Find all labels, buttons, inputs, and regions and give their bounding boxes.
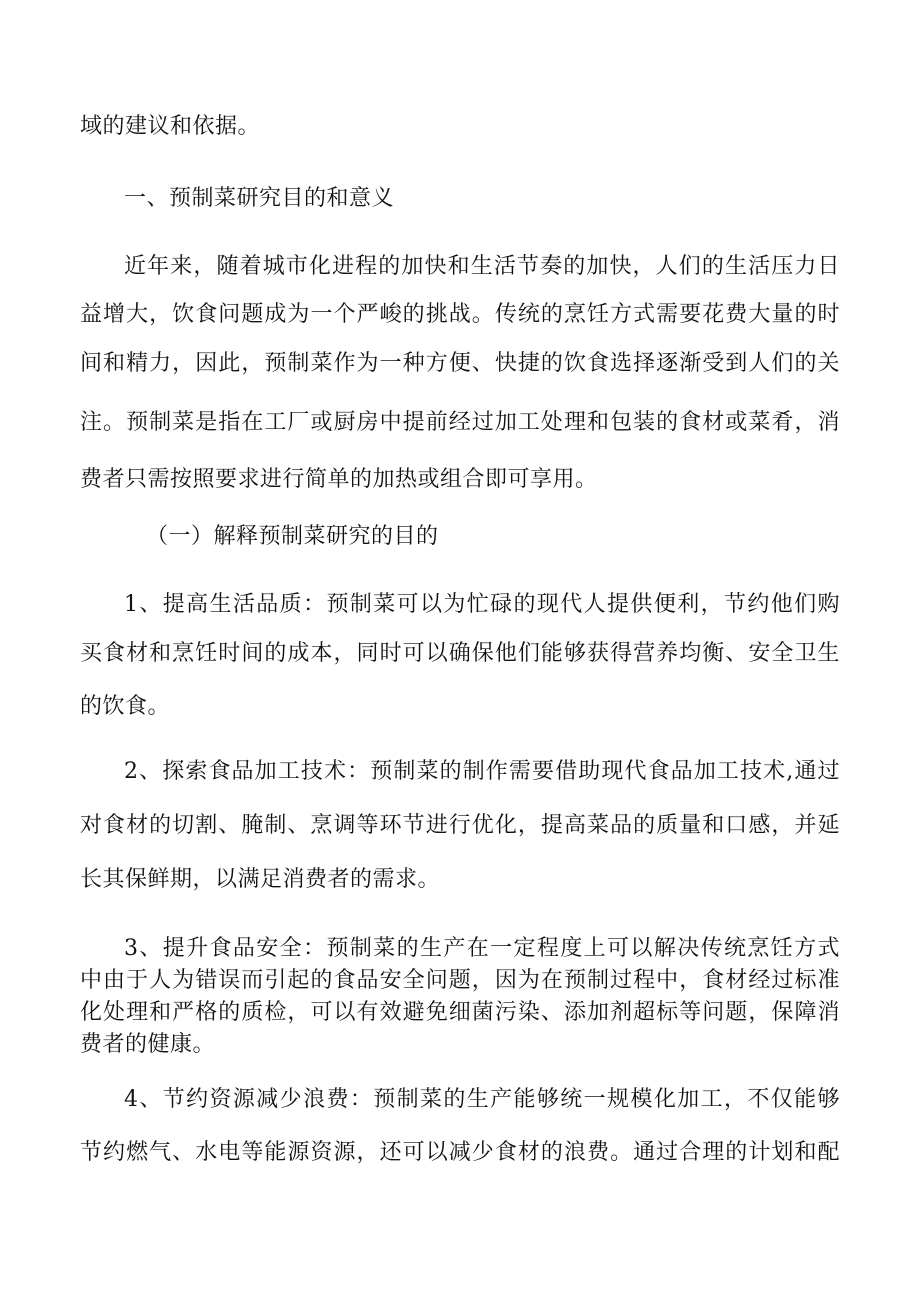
paragraph-line: 的饮食。 bbox=[80, 694, 171, 719]
paragraph-line: 买食材和烹饪时间的成本，同时可以确保他们能够获得营养均衡、安全卫生 bbox=[80, 641, 840, 666]
paragraph-line: 费者的健康。 bbox=[80, 1032, 216, 1057]
paragraph-line: 4、节约资源减少浪费：预制菜的生产能够统一规模化加工，不仅能够 bbox=[124, 1087, 840, 1112]
paragraph-line: 2、探索食品加工技术：预制菜的制作需要借助现代食品加工技术,通过 bbox=[124, 759, 840, 784]
paragraph-line: 化处理和严格的质检，可以有效避免细菌污染、添加剂超标等问题，保障消 bbox=[80, 1000, 840, 1025]
paragraph-line: 3、提升食品安全：预制菜的生产在一定程度上可以解决传统烹饪方式 bbox=[124, 936, 840, 961]
continuation-line: 域的建议和依据。 bbox=[80, 114, 261, 139]
paragraph-line: 长其保鲜期，以满足消费者的需求。 bbox=[80, 867, 441, 892]
paragraph-line: 中由于人为错误而引起的食品安全问题，因为在预制过程中，食材经过标准 bbox=[80, 968, 840, 993]
paragraph-line: 费者只需按照要求进行简单的加热或组合即可享用。 bbox=[80, 467, 598, 492]
section-heading: 一、预制菜研究目的和意义 bbox=[124, 186, 395, 211]
paragraph-line: 节约燃气、水电等能源资源，还可以减少食材的浪费。通过合理的计划和配 bbox=[80, 1140, 840, 1165]
paragraph-line: 益增大，饮食问题成为一个严峻的挑战。传统的烹饪方式需要花费大量的时 bbox=[80, 302, 840, 327]
subsection-heading: （一）解释预制菜研究的目的 bbox=[146, 524, 439, 549]
paragraph-line: 注。预制菜是指在工厂或厨房中提前经过加工处理和包装的食材或菜肴，消 bbox=[80, 410, 840, 435]
paragraph-line: 对食材的切割、腌制、烹调等环节进行优化，提高菜品的质量和口感，并延 bbox=[80, 813, 840, 838]
paragraph-line: 1、提高生活品质：预制菜可以为忙碌的现代人提供便利，节约他们购 bbox=[124, 592, 840, 617]
paragraph-line: 间和精力，因此，预制菜作为一种方便、快捷的饮食选择逐渐受到人们的关 bbox=[80, 351, 840, 376]
paragraph-line: 近年来，随着城市化进程的加快和生活节奏的加快，人们的生活压力日 bbox=[124, 254, 840, 279]
